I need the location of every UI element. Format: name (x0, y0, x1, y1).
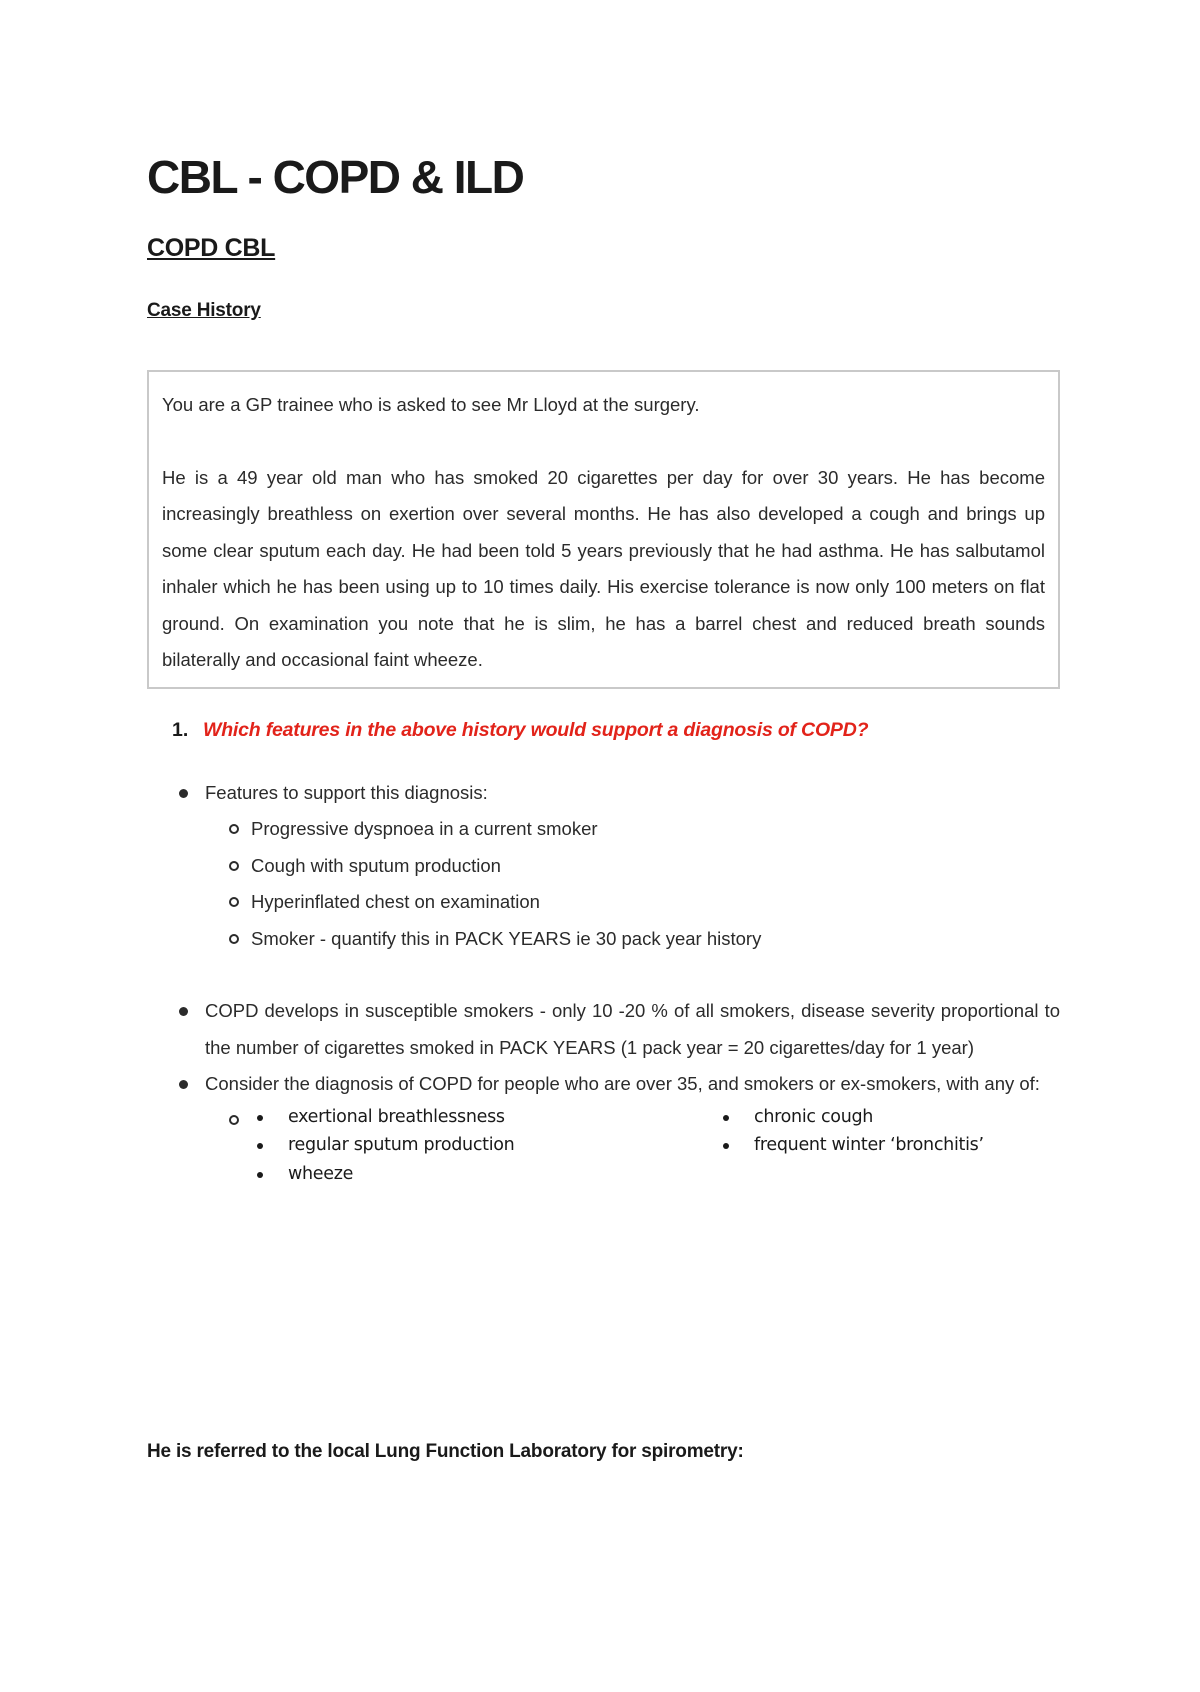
bullet-ring-icon (229, 861, 239, 871)
list-item-features-intro (147, 775, 1060, 958)
bullet-dot-icon (179, 1080, 188, 1089)
list-item-consider-diagnosis (147, 1066, 1060, 1193)
list-item (251, 1131, 717, 1160)
bullet-ring-icon (229, 824, 239, 834)
feature-text: Smoker - quantify this in PACK YEARS ie 30 pack year history (251, 927, 762, 949)
list-item (205, 811, 1060, 848)
consider-diagnosis-text: Consider the diagnosis of COPD for people who are over 35, and smokers or ex-smokers, with any of: (205, 1073, 1040, 1094)
question-text: Which features in the above history would support a diagnosis of COPD? (203, 718, 869, 741)
document-title: CBL - COPD & ILD (147, 151, 524, 203)
question-number: 1. (172, 718, 189, 741)
bullet-dot-icon (179, 789, 188, 798)
case-history-box (147, 370, 1060, 689)
features-intro-text: Features to support this diagnosis: (205, 781, 488, 803)
feature-text: Cough with sputum production (251, 854, 501, 876)
list-item (717, 1131, 984, 1160)
features-sublist (205, 811, 1060, 957)
list-item-susceptible-smokers (147, 993, 1060, 1066)
bullet-dot-icon (723, 1115, 729, 1121)
list-item (717, 1103, 984, 1132)
susceptible-smokers-text: COPD develops in susceptible smokers - only 10 -20 % of all smokers, disease severity proportional to the number of cigarettes smoked in PACK YEARS (1 pack year = 20 cigarettes/day for 1 year) (205, 1000, 1060, 1058)
symptom-columns (251, 1103, 984, 1189)
bullet-ring-icon (229, 1115, 239, 1125)
bullet-dot-icon (257, 1143, 263, 1149)
question-1 (172, 716, 1060, 744)
list-item (205, 848, 1060, 885)
sub-heading-case-history: Case History (147, 300, 261, 321)
bullet-dot-icon (257, 1172, 263, 1178)
bullet-dot-icon (179, 1007, 188, 1016)
symptom-text: wheeze (288, 1163, 354, 1184)
case-paragraph-details: He is a 49 year old man who has smoked 20 cigarettes per day for over 30 years. He has become increasingly breathless on exertion over several months. He has also developed a cough and brings up some clear sputum each day. He had been told 5 years previously that he had asthma. He has salbutamol inhaler which he has been using up to 10 times daily. His exercise tolerance is now only 100 meters on flat ground. On examination you note that he is slim, he has a barrel chest and reduced breath sounds bilaterally and occasional faint wheeze. (162, 466, 1045, 670)
bullet-ring-icon (229, 934, 239, 944)
case-paragraph-intro: You are a GP trainee who is asked to see Mr Lloyd at the surgery. (162, 394, 700, 415)
symptom-text: frequent winter ‘bronchitis’ (754, 1135, 984, 1155)
referral-statement: He is referred to the local Lung Function Laboratory for spirometry: (147, 1441, 744, 1462)
feature-text: Progressive dyspnoea in a current smoker (251, 818, 598, 839)
features-list (147, 775, 1060, 958)
bullet-dot-icon (257, 1115, 263, 1121)
document-content (147, 150, 1060, 1193)
symptoms-column-1 (251, 1103, 717, 1189)
symptom-text: regular sputum production (288, 1135, 515, 1155)
list-item (205, 921, 1060, 958)
symptom-text: chronic cough (754, 1106, 874, 1127)
section-heading-copd-cbl: COPD CBL (147, 234, 276, 262)
bullet-ring-icon (229, 897, 239, 907)
feature-text: Hyperinflated chest on examination (251, 891, 540, 912)
notes-list (147, 993, 1060, 1193)
symptom-text: exertional breathlessness (288, 1106, 505, 1127)
symptoms-grid (205, 1103, 1060, 1193)
symptoms-column-2 (717, 1103, 984, 1189)
list-item (205, 884, 1060, 921)
list-item (251, 1160, 717, 1189)
list-item (251, 1103, 717, 1132)
bullet-dot-icon (723, 1143, 729, 1149)
